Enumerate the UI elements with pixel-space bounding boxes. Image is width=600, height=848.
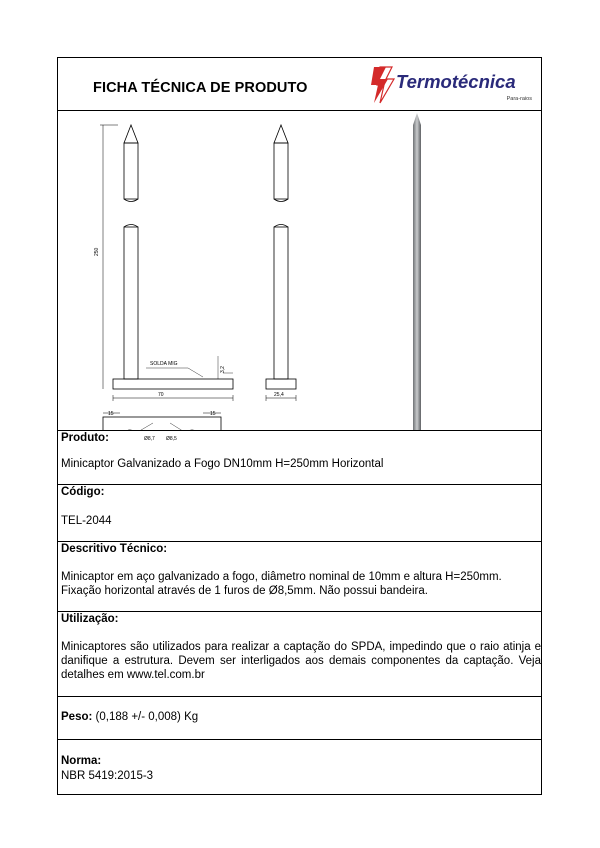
peso-row — [61, 711, 198, 723]
codigo-value: TEL-2044 — [61, 515, 112, 527]
divider — [58, 739, 541, 740]
descritivo-line-1: Minicaptor em aço galvanizado a fogo, diâmetro nominal de 10mm e altura H=250mm. — [61, 571, 502, 583]
divider — [58, 611, 541, 612]
dim-width-label: 25,4 — [274, 392, 284, 398]
codigo-label: Código: — [61, 486, 105, 498]
dim-left-label: 15 — [108, 411, 114, 417]
divider — [58, 541, 541, 542]
descritivo-line-2: Fixação horizontal através de 1 furos de Ø8,5mm. Não possui bandeira. — [61, 585, 428, 597]
utilizacao-text: Minicaptores são utilizados para realizar a captação do SPDA, impedindo que o raio atinja e danifique a estrutura. Devem ser interligados aos demais componentes da captação. Veja detalhes em www.tel.com.br — [61, 641, 541, 681]
dim-thickness-label: 3,2 — [220, 366, 226, 373]
front-view-drawing — [266, 125, 296, 401]
side-view-drawing — [100, 125, 233, 401]
product-photo — [400, 113, 490, 431]
lightning-logo-icon — [366, 63, 396, 107]
divider — [58, 430, 541, 431]
produto-value: Minicaptor Galvanizado a Fogo DN10mm H=250mm Horizontal — [61, 458, 384, 470]
divider — [58, 696, 541, 697]
norma-label: Norma: — [61, 755, 102, 767]
dim-hole-a-label: Ø8,7 — [144, 436, 155, 442]
dim-height-label: 250 — [94, 247, 100, 256]
peso-value: (0,188 +/- 0,008) Kg — [95, 711, 199, 723]
technical-drawing — [58, 111, 541, 431]
dim-weld-label: SOLDA MIG — [150, 361, 178, 367]
logo-tagline: Para-raios — [506, 96, 532, 102]
technical-sheet — [57, 57, 542, 795]
norma-value: NBR 5419:2015-3 — [61, 770, 154, 782]
page-title: FICHA TÉCNICA DE PRODUTO — [93, 80, 308, 96]
descritivo-label: Descritivo Técnico: — [61, 543, 168, 555]
peso-label: Peso: — [61, 711, 93, 723]
company-logo — [366, 63, 536, 107]
logo-name: Termotécnica — [396, 71, 516, 92]
dim-right-label: 15 — [210, 411, 216, 417]
dim-hole-b-label: Ø8,5 — [166, 436, 177, 442]
utilizacao-label: Utilização: — [61, 613, 119, 625]
produto-label: Produto: — [61, 432, 109, 444]
divider — [58, 484, 541, 485]
dim-base-label: 70 — [158, 392, 164, 398]
